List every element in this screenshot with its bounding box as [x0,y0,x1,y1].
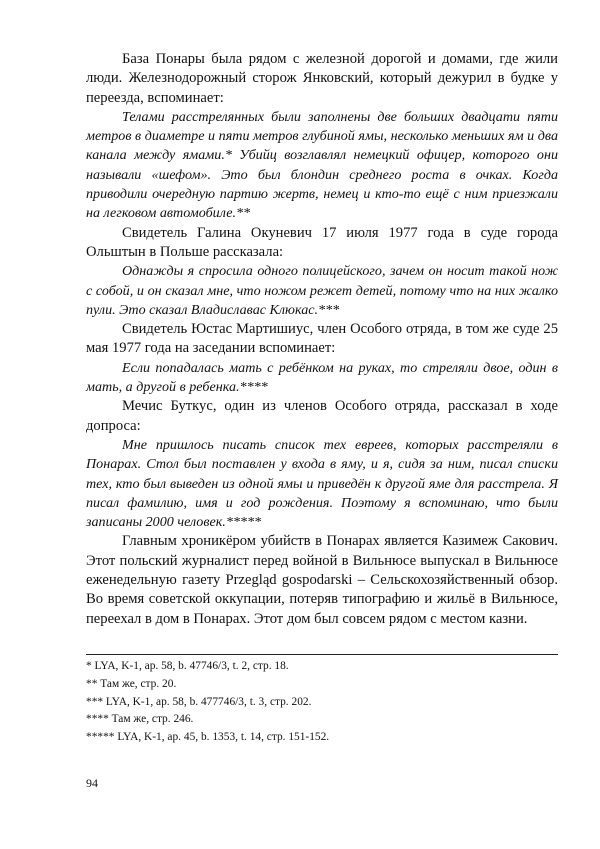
quote-paragraph: Мне пришлось писать список тех евреев, которых расстреляли в Понарах. Стол был поставлен у входа в яму, и я, сидя за ним, писал списки тех, кто был выведен из одной ямы и приведён к другой яме для расстрела. Я писал фамилию, имя и год рождения. Поэтому я вспоминаю, что были записаны 2000 человек.***** [86,436,558,531]
body-text [86,50,558,629]
footnote: * LYA, K-1, ap. 58, b. 47746/3, t. 2, стр. 18. [86,660,289,672]
footnote: ***** LYA, K-1, ap. 45, b. 1353, t. 14, стр. 151-152. [86,731,330,744]
footnote-divider [86,654,558,655]
paragraph: База Понары была рядом с железной дорогой и домами, где жили люди. Железнодорожный сторож Янковский, который дежурил в будке у переезда, вспоминает: [86,51,558,106]
paragraph: Свидетель Юстас Мартишиус, член Особого отряда, в том же суде 25 мая 1977 года на заседании вспоминает: [86,321,558,357]
paragraph: Мечис Буткус, один из членов Особого отряда, рассказал в ходе допроса: [86,398,558,434]
footnote: **** Там же, стр. 246. [86,713,194,726]
paragraph: Свидетель Галина Окуневич 17 июля 1977 года в суде города Ольштын в Польше рассказала: [86,224,558,260]
paragraph: Главным хроникёром убийств в Понарах является Казимеж Сакович. Этот польский журналист перед войной в Вильнюсе выпускал в Вильнюсе еженедельную газету Przegląd gospodarski – Сельскохозяйственный обзор. Во время советской оккупации, потеряв типографию и жильё в Вильнюсе, переехал в дом в Понарах. Этот дом был совсем рядом с местом казни. [86,533,558,627]
footnotes [86,658,558,747]
quote-paragraph: Однажды я спросила одного полицейского, зачем он носит такой нож с собой, и он сказал мне, что ножом режет детей, потому что на них жалко пули. Это сказал Владиславас Клюкас.*** [86,263,558,318]
footnote: ** Там же, стр. 20. [86,677,177,690]
quote-paragraph: Если попадалась мать с ребёнком на руках, то стреляли двое, один в мать, а другой в ребенка.**** [86,359,558,396]
footnote: *** LYA, K-1, ap. 58, b. 477746/3, t. 3, стр. 202. [86,695,312,708]
page-number: 94 [86,776,98,790]
quote-paragraph: Телами расстрелянных были заполнены две больших двадцати пяти метров в диаметре и пяти метров глубиной ямы, несколько меньших ям и два канала между ямами.* Убийц возглавлял немецкий офицер, которого они называли «шефом». Это был блондин среднего роста в очках. Когда приводили очередную партию жертв, немец и кто-то ещё с ним приезжали на легковом автомобиле.** [86,108,558,222]
